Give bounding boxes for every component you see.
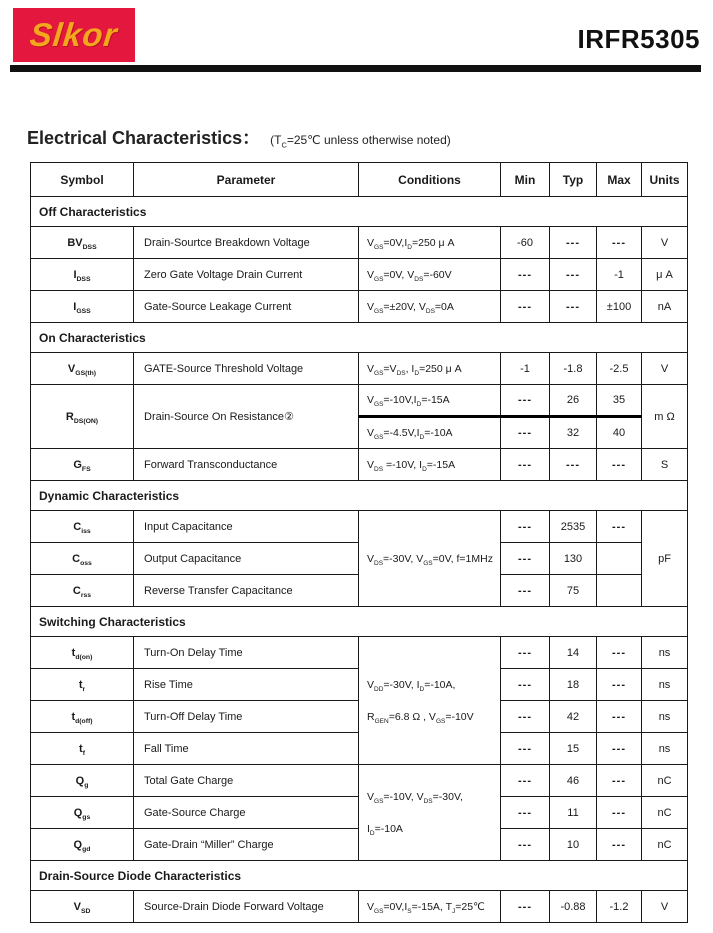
- cell-max: -2.5: [597, 353, 642, 385]
- cell-max: 35: [597, 385, 642, 417]
- cell-typ: 42: [550, 701, 597, 733]
- cell-max: ---: [597, 829, 642, 861]
- cell-min: ---: [501, 765, 550, 797]
- cell-min: ---: [501, 385, 550, 417]
- column-header-typ: Typ: [550, 163, 597, 197]
- slkor-logo: [13, 8, 135, 62]
- cell-units: V: [642, 227, 688, 259]
- cell-min: ---: [501, 829, 550, 861]
- column-header-parameter: Parameter: [134, 163, 359, 197]
- cell-parameter: Reverse Transfer Capacitance: [134, 575, 359, 607]
- cell-max: -1.2: [597, 891, 642, 923]
- cell-units-shared: pF: [642, 511, 688, 607]
- cell-conditions-shared: $V_{DS}=-30V$, $V_{GS}=0V$, f=1MHz: [359, 511, 501, 607]
- section-row-on-characteristics: [31, 323, 688, 353]
- row-bvdss: [31, 227, 688, 259]
- cell-typ: -0.88: [550, 891, 597, 923]
- section-heading-note: ($T_C=25℃$ unless otherwise noted): [270, 133, 451, 150]
- cell-parameter: Total Gate Charge: [134, 765, 359, 797]
- section-title: On Characteristics: [31, 323, 688, 353]
- cell-max: ---: [597, 797, 642, 829]
- cell-parameter: Fall Time: [134, 733, 359, 765]
- cell-parameter: Source-Drain Diode Forward Voltage: [134, 891, 359, 923]
- slkor-logo-text: Slkor: [28, 16, 120, 53]
- cell-parameter: Gate-Source Charge: [134, 797, 359, 829]
- cell-symbol: $I_{GSS}$: [31, 291, 134, 323]
- cell-units: m Ω: [642, 385, 688, 449]
- cell-parameter: GATE-Source Threshold Voltage: [134, 353, 359, 385]
- cell-units: ns: [642, 669, 688, 701]
- cell-symbol: $C_{iss}$: [31, 511, 134, 543]
- conditions-line-1: $V_{DD}=-30V$, $I_D=-10A$,: [367, 678, 456, 693]
- cell-units: V: [642, 891, 688, 923]
- cell-min: ---: [501, 891, 550, 923]
- column-header-max: Max: [597, 163, 642, 197]
- conditions-lines: [367, 791, 496, 835]
- cell-typ: 75: [550, 575, 597, 607]
- cell-symbol: $C_{oss}$: [31, 543, 134, 575]
- column-header-units: Units: [642, 163, 688, 197]
- cell-symbol: $V_{SD}$: [31, 891, 134, 923]
- cell-typ: 15: [550, 733, 597, 765]
- cell-max: ---: [597, 511, 642, 543]
- cell-units: nC: [642, 797, 688, 829]
- cell-units: nC: [642, 765, 688, 797]
- cell-conditions: $V_{GS}=0V,I_S=-15A$, $T_J=25℃$: [359, 891, 501, 923]
- cell-typ: 26: [550, 385, 597, 417]
- cell-min: ---: [501, 575, 550, 607]
- section-row-dynamic-characteristics: [31, 481, 688, 511]
- table-header-row: [31, 163, 688, 197]
- cell-parameter: Forward Transconductance: [134, 449, 359, 481]
- cell-typ: 130: [550, 543, 597, 575]
- cell-conditions-shared: [359, 637, 501, 765]
- column-header-conditions: Conditions: [359, 163, 501, 197]
- cell-parameter: Drain-Source On Resistance②: [134, 385, 359, 449]
- cell-max: ---: [597, 701, 642, 733]
- cell-conditions: $V_{GS}=\pm 20V$, $V_{DS}=0A$: [359, 291, 501, 323]
- section-heading-title: Electrical Characteristics：: [27, 128, 261, 148]
- cell-symbol: $Q_g$: [31, 765, 134, 797]
- cell-conditions-shared: [359, 765, 501, 861]
- cell-symbol: $R_{DS(ON)}$: [31, 385, 134, 449]
- cell-min: -1: [501, 353, 550, 385]
- cell-typ: ---: [550, 227, 597, 259]
- cell-typ: ---: [550, 259, 597, 291]
- row-igss: [31, 291, 688, 323]
- cell-max: ---: [597, 637, 642, 669]
- cell-max: -1: [597, 259, 642, 291]
- cell-symbol: $t_{d(off)}$: [31, 701, 134, 733]
- cell-min: -60: [501, 227, 550, 259]
- cell-parameter: Turn-Off Delay Time: [134, 701, 359, 733]
- cell-parameter: Drain-Sourtce Breakdown Voltage: [134, 227, 359, 259]
- cell-units: nC: [642, 829, 688, 861]
- section-row-switching-characteristics: [31, 607, 688, 637]
- cell-symbol: $C_{rss}$: [31, 575, 134, 607]
- row-ciss: [31, 511, 688, 543]
- cell-max: ---: [597, 227, 642, 259]
- row-vgsth: [31, 353, 688, 385]
- cell-symbol: $G_{FS}$: [31, 449, 134, 481]
- cell-typ: 46: [550, 765, 597, 797]
- cell-units: ns: [642, 637, 688, 669]
- cell-typ: -1.8: [550, 353, 597, 385]
- cell-conditions: $V_{GS}=V_{DS}$, $I_D=250$ μ A: [359, 353, 501, 385]
- section-heading: [27, 124, 451, 150]
- section-title: Drain-Source Diode Characteristics: [31, 861, 688, 891]
- cell-typ: 11: [550, 797, 597, 829]
- cell-typ: 14: [550, 637, 597, 669]
- cell-max: ---: [597, 669, 642, 701]
- cell-min: ---: [501, 669, 550, 701]
- cell-units: S: [642, 449, 688, 481]
- cell-units: V: [642, 353, 688, 385]
- cell-units: μ A: [642, 259, 688, 291]
- cell-max: ±100: [597, 291, 642, 323]
- row-gfs: [31, 449, 688, 481]
- cell-min: ---: [501, 797, 550, 829]
- conditions-line-2: $I_D=-10A$: [367, 822, 403, 837]
- column-header-symbol: Symbol: [31, 163, 134, 197]
- cell-max: 40: [597, 417, 642, 449]
- cell-symbol: $t_{d(on)}$: [31, 637, 134, 669]
- cell-min: ---: [501, 543, 550, 575]
- cell-parameter: Turn-On Delay Time: [134, 637, 359, 669]
- cell-parameter: Gate-Source Leakage Current: [134, 291, 359, 323]
- cell-conditions: $V_{GS}=0V,I_D=250$ μ A: [359, 227, 501, 259]
- cell-parameter: Gate-Drain “Miller” Charge: [134, 829, 359, 861]
- cell-symbol: $t_r$: [31, 669, 134, 701]
- cell-parameter: Output Capacitance: [134, 543, 359, 575]
- cell-typ: 2535: [550, 511, 597, 543]
- conditions-line-2: $R_{GEN}=6.8$ Ω , $V_{GS}=-10V$: [367, 710, 474, 725]
- cell-max: ---: [597, 449, 642, 481]
- cell-min: ---: [501, 417, 550, 449]
- conditions-lines: [367, 679, 496, 723]
- conditions-line-1: $V_{GS}=-10V$, $V_{DS}=-30V$,: [367, 790, 463, 805]
- cell-min: ---: [501, 701, 550, 733]
- cell-units: nA: [642, 291, 688, 323]
- section-title: Dynamic Characteristics: [31, 481, 688, 511]
- cell-symbol: $V_{GS(th)}$: [31, 353, 134, 385]
- cell-conditions: $V_{GS}=0V$, $V_{DS}=-60V$: [359, 259, 501, 291]
- row-vsd: [31, 891, 688, 923]
- cell-min: ---: [501, 637, 550, 669]
- part-number: IRFR5305: [577, 24, 700, 54]
- cell-conditions: $V_{GS}=-4.5V,I_D=-10A$: [359, 417, 501, 449]
- electrical-characteristics-table: [30, 162, 688, 923]
- cell-typ: 10: [550, 829, 597, 861]
- cell-conditions: $V_{DS} =-10V$, $I_D=-15A$: [359, 449, 501, 481]
- row-rdson-1: [31, 385, 688, 417]
- cell-units: ns: [642, 701, 688, 733]
- cell-symbol: $Q_{gd}$: [31, 829, 134, 861]
- cell-parameter: Input Capacitance: [134, 511, 359, 543]
- row-idss: [31, 259, 688, 291]
- cell-min: ---: [501, 259, 550, 291]
- cell-min: ---: [501, 733, 550, 765]
- section-row-off-characteristics: [31, 197, 688, 227]
- cell-typ: 18: [550, 669, 597, 701]
- cell-typ: 32: [550, 417, 597, 449]
- section-title: Off Characteristics: [31, 197, 688, 227]
- cell-max: [597, 575, 642, 607]
- cell-symbol: $I_{DSS}$: [31, 259, 134, 291]
- row-qg: [31, 765, 688, 797]
- cell-symbol: $Q_{gs}$: [31, 797, 134, 829]
- cell-min: ---: [501, 449, 550, 481]
- cell-max: ---: [597, 765, 642, 797]
- cell-units: ns: [642, 733, 688, 765]
- cell-min: ---: [501, 511, 550, 543]
- cell-max: [597, 543, 642, 575]
- cell-parameter: Rise Time: [134, 669, 359, 701]
- cell-symbol: $BV_{DSS}$: [31, 227, 134, 259]
- header-rule: [10, 65, 701, 72]
- cell-typ: ---: [550, 291, 597, 323]
- row-tdon: [31, 637, 688, 669]
- cell-parameter: Zero Gate Voltage Drain Current: [134, 259, 359, 291]
- cell-conditions: $V_{GS}=-10V,I_D=-15A$: [359, 385, 501, 417]
- section-title: Switching Characteristics: [31, 607, 688, 637]
- cell-max: ---: [597, 733, 642, 765]
- cell-typ: ---: [550, 449, 597, 481]
- cell-min: ---: [501, 291, 550, 323]
- cell-symbol: $t_f$: [31, 733, 134, 765]
- column-header-min: Min: [501, 163, 550, 197]
- section-row-diode-characteristics: [31, 861, 688, 891]
